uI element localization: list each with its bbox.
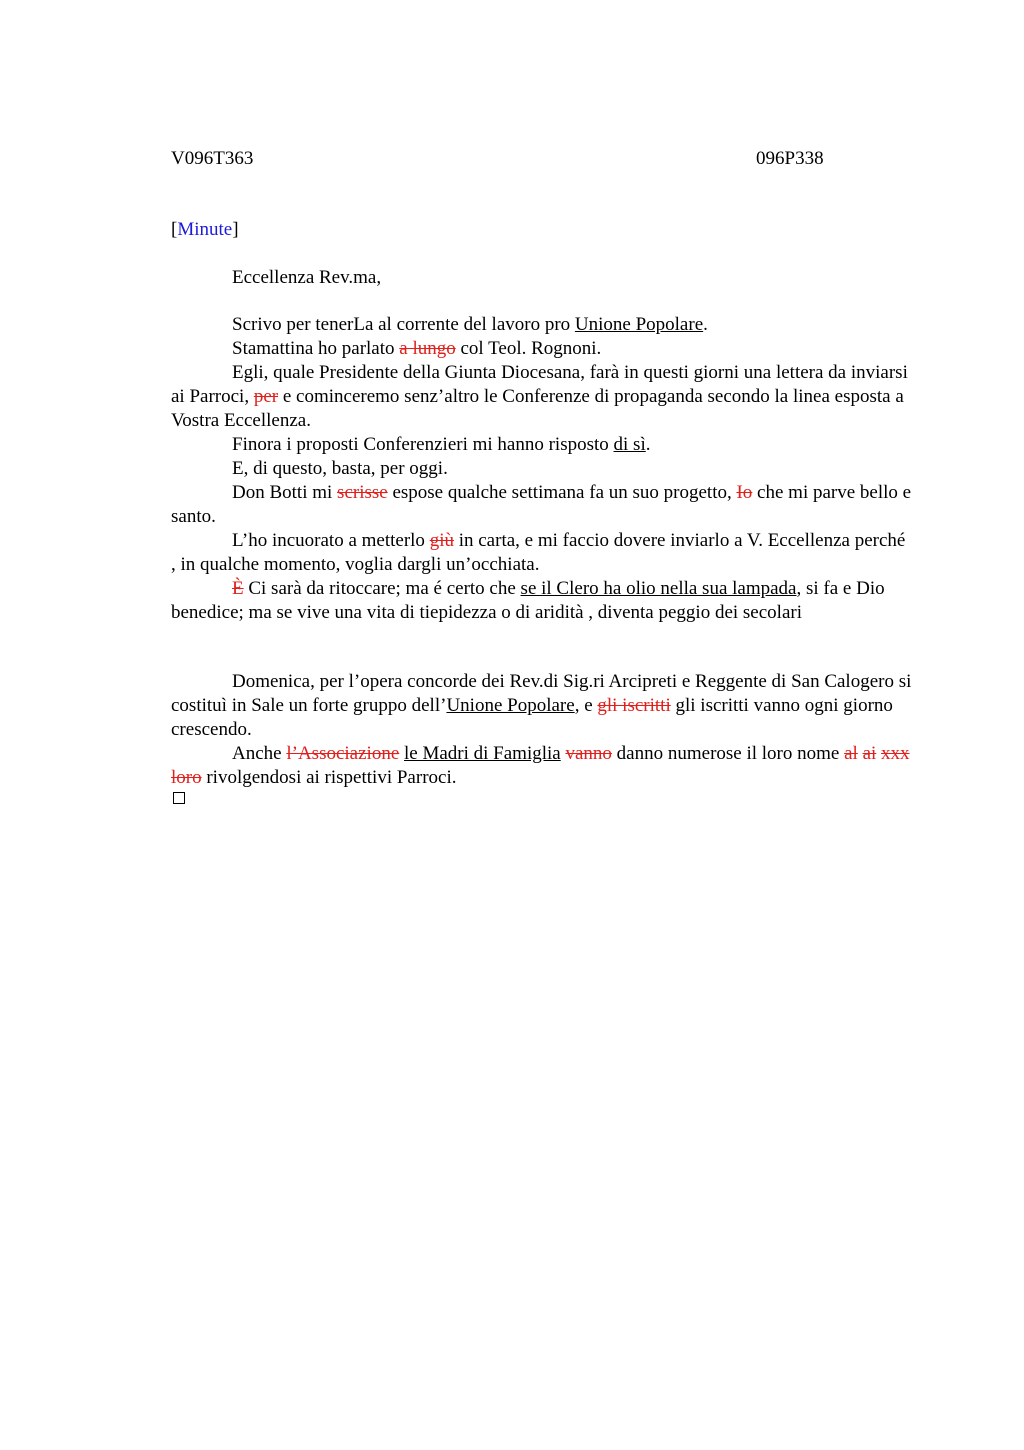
underlined-text: se il Clero ha olio nella sua lampada <box>520 578 797 599</box>
paragraph-6: Don Botti mi scrisse espose qualche settimana fa un suo progetto, Io che mi parve bello e santo. <box>171 482 912 527</box>
paragraph-10: Anche l’Associazione le Madri di Famiglia vanno danno numerose il loro nome al ai xxx loro rivolgendosi ai rispettivi Parroci. <box>171 743 910 788</box>
bracket-close: ] <box>232 219 239 240</box>
deleted-text: Io <box>736 482 753 503</box>
deleted-text: loro <box>171 767 202 788</box>
document-code-left: V096T363 <box>171 148 254 169</box>
underlined-text: le Madri di Famiglia <box>404 743 561 764</box>
letter-body-part-1 <box>171 313 913 625</box>
salutation: Eccellenza Rev.ma, <box>232 267 382 288</box>
minute-label <box>171 218 239 242</box>
paragraph-1: Scrivo per tenerLa al corrente del lavoro pro Unione Popolare. <box>232 314 708 335</box>
deleted-text: vanno <box>565 743 612 764</box>
paragraph-2: Stamattina ho parlato a lungo col Teol. Rognoni. <box>232 338 602 359</box>
minute-label-text: Minute <box>177 219 233 240</box>
paragraph-5: E, di questo, basta, per oggi. <box>232 458 448 479</box>
deleted-text: al <box>844 743 858 764</box>
underlined-text: Unione Popolare <box>446 695 575 716</box>
end-marker-square-icon <box>173 792 185 804</box>
salutation-block <box>171 266 913 290</box>
paragraph-8: È Ci sarà da ritoccare; ma é certo che se il Clero ha olio nella sua lampada, si fa e Dio benedice; ma se vive una vita di tiepidezza o di aridità , diventa peggio dei secolari <box>171 578 885 623</box>
paragraph-9: Domenica, per l’opera concorde dei Rev.di Sig.ri Arcipreti e Reggente di San Calogero si costituì in Sale un forte gruppo dell’Unione Popolare, e gli iscritti gli iscritti vanno ogni giorno crescendo. <box>171 671 912 740</box>
deleted-text: ai <box>862 743 877 764</box>
deleted-text: È <box>232 578 244 599</box>
paragraph-3: Egli, quale Presidente della Giunta Diocesana, farà in questi giorni una lettera da inviarsi ai Parroci, per e cominceremo senz’altro le Conferenze di propaganda secondo la linea esposta a Vostra Eccellenza. <box>171 362 908 431</box>
deleted-text: gli iscritti <box>597 695 671 716</box>
deleted-text: xxx <box>881 743 910 764</box>
bracket-open: [ <box>171 219 178 240</box>
underlined-text: Unione Popolare <box>574 314 704 335</box>
paragraph-4: Finora i proposti Conferenzieri mi hanno risposto di sì. <box>232 434 651 455</box>
deleted-text: giù <box>429 530 454 551</box>
underlined-text: di sì <box>613 434 646 455</box>
deleted-text: scrisse <box>337 482 388 503</box>
document-code-right: 096P338 <box>756 148 824 169</box>
deleted-text: per <box>253 386 279 407</box>
letter-body-part-2 <box>171 670 913 790</box>
paragraph-7: L’ho incuorato a metterlo giù in carta, e mi faccio dovere inviarlo a V. Eccellenza perché , in qualche momento, voglia dargli un’occhiata. <box>171 530 906 575</box>
deleted-text: a lungo <box>399 338 456 359</box>
deleted-text: l’Associazione <box>286 743 400 764</box>
